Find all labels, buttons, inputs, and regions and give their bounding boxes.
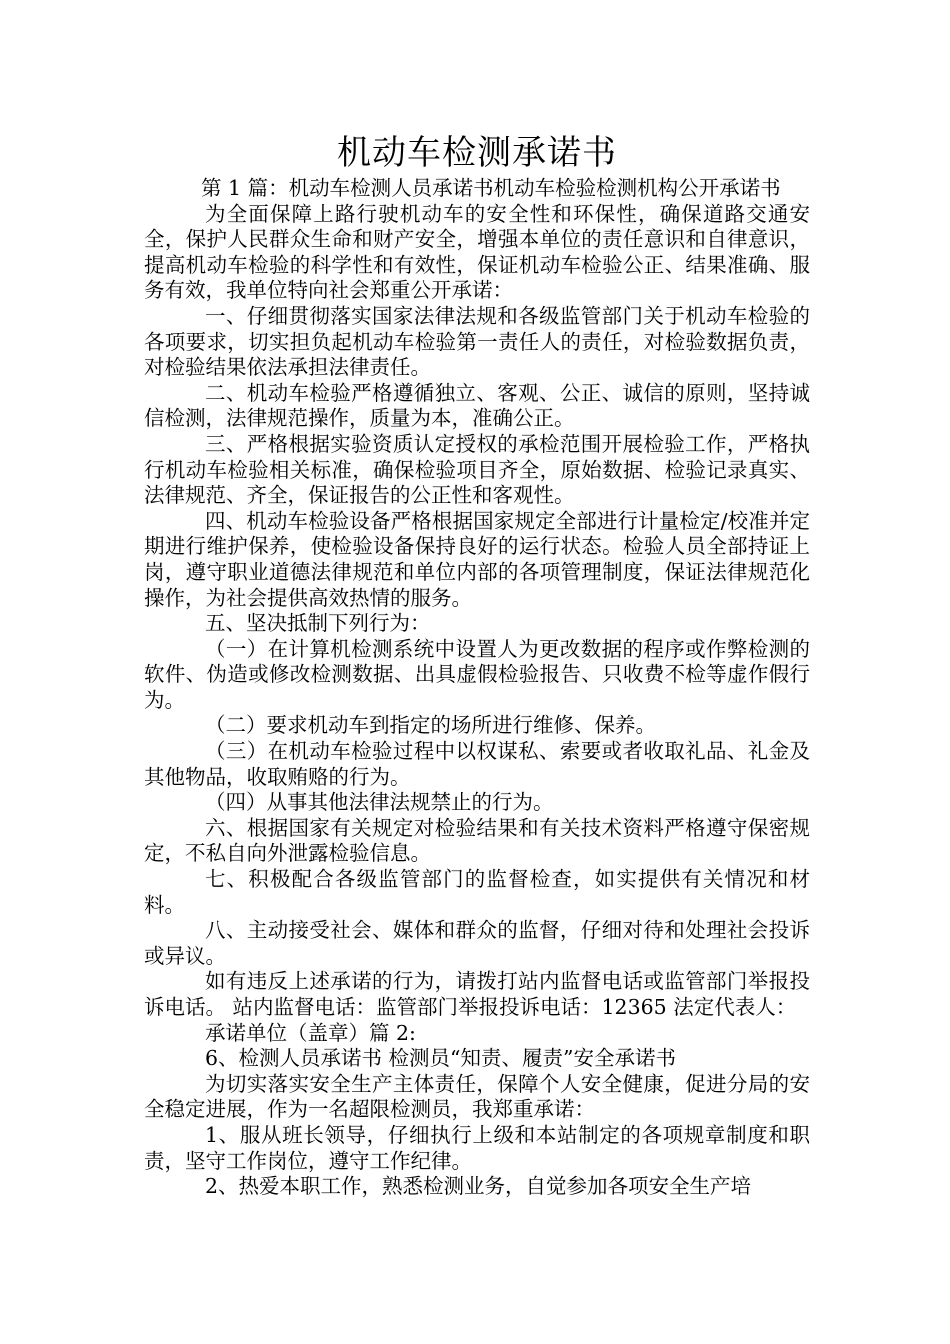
paragraph-item-7: 七、积极配合各级监管部门的监督检查，如实提供有关情况和材料。 [144,867,810,917]
paragraph-item-3: 三、严格根据实验资质认定授权的承检范围开展检验工作，严格执行机动车检验相关标准，确保检验项目齐全，原始数据、检验记录真实、法律规范、齐全，保证报告的公正性和客观性。 [144,431,810,508]
paragraph-subitem-1: （一）在计算机检测系统中设置人为更改数据的程序或作弊检测的软件、伪造或修改检测数据、出具虚假检验报告、只收费不检等虚作假行为。 [144,636,810,712]
paragraph-item-2: 二、机动车检验严格遵循独立、客观、公正、诚信的原则，坚持诚信检测，法律规范操作，质量为本，准确公正。 [144,380,810,431]
paragraph-subitem-2: （二）要求机动车到指定的场所进行维修、保养。 [205,713,656,738]
paragraph-subitem-4: （四）从事其他法律法规禁止的行为。 [205,790,554,815]
paragraph-item-5: 五、坚决抵制下列行为： [205,611,431,636]
paragraph-item-4: 四、机动车检验设备严格根据国家规定全部进行计量检定/校准并定期进行维护保养，使检验设备保持良好的运行状态。检验人员全部持证上岗，遵守职业道德法律规范和单位内部的各项管理制度，保证法律规范化操作，为社会提供高效热情的服务。 [144,508,810,610]
paragraph-subitem-3: （三）在机动车检验过程中以权谋私、索要或者收取礼品、礼金及其他物品，收取贿赂的行为。 [144,739,810,789]
paragraph-contact: 如有违反上述承诺的行为，请拨打站内监督电话或监管部门举报投诉电话。 站内监督电话：监管部门举报投诉电话：12365 法定代表人： [144,969,810,1019]
document-page [144,130,810,1200]
paragraph-pledge-2: 2、热爱本职工作，熟悉检测业务，自觉参加各项安全生产培 [205,1174,752,1199]
paragraph-intro-2: 为切实落实安全生产主体责任，保障个人安全健康，促进分局的安全稳定进展，作为一名超限检测员，我郑重承诺： [144,1071,810,1122]
paragraph-item-1: 一、仔细贯彻落实国家法律法规和各级监管部门关于机动车检验的各项要求，切实担负起机动车检验第一责任人的责任，对检验数据负责，对检验结果依法承担法律责任。 [144,303,810,380]
paragraph-item-8: 八、主动接受社会、媒体和群众的监督，仔细对待和处理社会投诉或异议。 [144,918,810,968]
paragraph-item-6: 六、根据国家有关规定对检验结果和有关技术资料严格遵守保密规定，不私自向外泄露检验信息。 [144,815,810,866]
section-heading-2: 6、检测人员承诺书 检测员“知责、履责”安全承诺书 [205,1046,677,1071]
paragraph-signature: 承诺单位（盖章）篇 2: [205,1020,416,1045]
section-heading-1: 第 1 篇：机动车检测人员承诺书机动车检验检测机构公开承诺书 [201,176,781,200]
document-title: 机动车检测承诺书 [337,133,617,173]
paragraph-pledge-1: 1、服从班长领导，仔细执行上级和本站制定的各项规章制度和职责，坚守工作岗位，遵守工作纪律。 [144,1122,810,1173]
paragraph-intro: 为全面保障上路行驶机动车的安全性和环保性，确保道路交通安全，保护人民群众生命和财产安全，增强本单位的责任意识和自律意识，提高机动车检验的科学性和有效性，保证机动车检验公正、结果准确、服务有效，我单位特向社会郑重公开承诺： [144,201,810,303]
